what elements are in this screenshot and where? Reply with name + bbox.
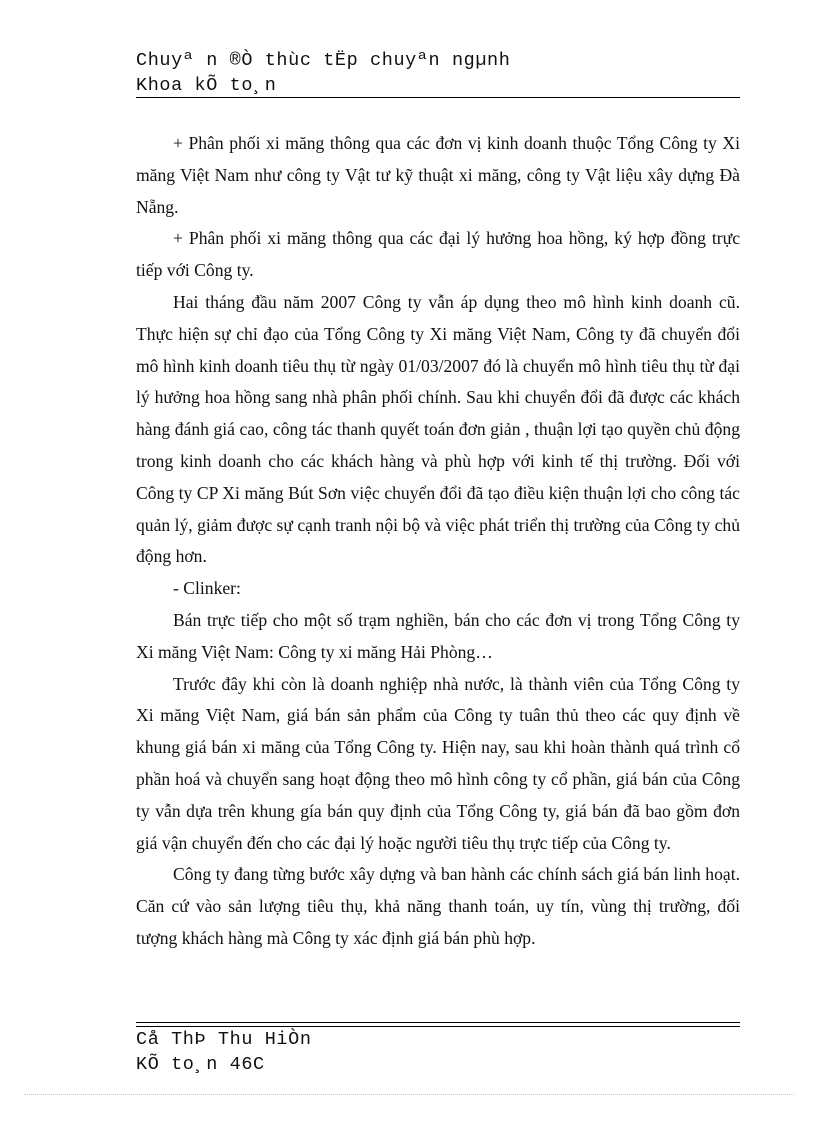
paragraph-clinker-heading: - Clinker: [173, 578, 241, 599]
header-divider [136, 97, 740, 98]
footer-class: KÕ to¸n 46C [136, 1054, 265, 1075]
footer-divider-top [136, 1022, 740, 1023]
page-footer [136, 1027, 740, 1077]
footer-author: Cå ThÞ Thu HiÒn [136, 1029, 312, 1050]
paragraph-business-model: Hai tháng đầu năm 2007 Công ty vẫn áp dụng theo mô hình kinh doanh cũ. Thực hiện sự chỉ đạo của Tổng Công ty Xi măng Việt Nam, Công ty đã chuyển đổi mô hình kinh doanh tiêu thụ từ ngày 01/03/2007 đó là chuyển mô hình tiêu thụ từ đại lý hưởng hoa hồng sang nhà phân phối chính. Sau khi chuyển đổi đã được các khách hàng đánh giá cao, công tác thanh quyết toán đơn giản , thuận lợi tạo quyền chủ động trong kinh doanh cho các khách hàng và phù hợp với kinh tế thị trường. Đối với Công ty CP Xi măng Bút Sơn việc chuyển đổi đã tạo điều kiện thuận lợi cho công tác quản lý, giảm được sự cạnh tranh nội bộ và việc phát triển thị trường của Công ty chủ động hơn. [136, 291, 740, 567]
paragraph-pricing-history: Trước đây khi còn là doanh nghiệp nhà nước, là thành viên của Tổng Công ty Xi măng Việt Nam, giá bán sản phẩm của Công ty tuân thủ theo các quy định về khung giá bán xi măng của Tổng Công ty. Hiện nay, sau khi hoàn thành quá trình cổ phần hoá và chuyển sang hoạt động theo mô hình công ty cổ phần, giá bán của Công ty vẫn dựa trên khung gía bán quy định của Tổng Công ty, giá bán đã bao gồm đơn giá vận chuyển đến cho các đại lý hoặc người tiêu thụ trực tiếp của Công ty. [136, 673, 740, 853]
header-title: Chuyª n ®Ò thùc tËp chuyªn ngµnh [136, 50, 511, 71]
paragraph-pricing-policy: Công ty đang từng bước xây dựng và ban hành các chính sách giá bán linh hoạt. Căn cứ vào sản lượng tiêu thụ, khả năng thanh toán, uy tín, vùng thị trường, đối tượng khách hàng mà Công ty xác định giá bán phù hợp. [136, 864, 740, 948]
body-text [136, 128, 740, 955]
paragraph-distribution-agents: + Phân phối xi măng thông qua các đại lý hưởng hoa hồng, ký hợp đồng trực tiếp với Công ty. [136, 228, 740, 281]
header-department: Khoa kÕ to¸n [136, 75, 277, 96]
page-bottom-edge [24, 1094, 794, 1095]
page-header [136, 48, 740, 98]
paragraph-clinker-sales: Bán trực tiếp cho một số trạm nghiền, bán cho các đơn vị trong Tổng Công ty Xi măng Việt Nam: Công ty xi măng Hải Phòng… [136, 609, 740, 662]
paragraph-distribution-units: + Phân phối xi măng thông qua các đơn vị kinh doanh thuộc Tổng Công ty Xi măng Việt Nam như công ty Vật tư kỹ thuật xi măng, công ty Vật liệu xây dựng Đà Nẵng. [136, 133, 740, 217]
